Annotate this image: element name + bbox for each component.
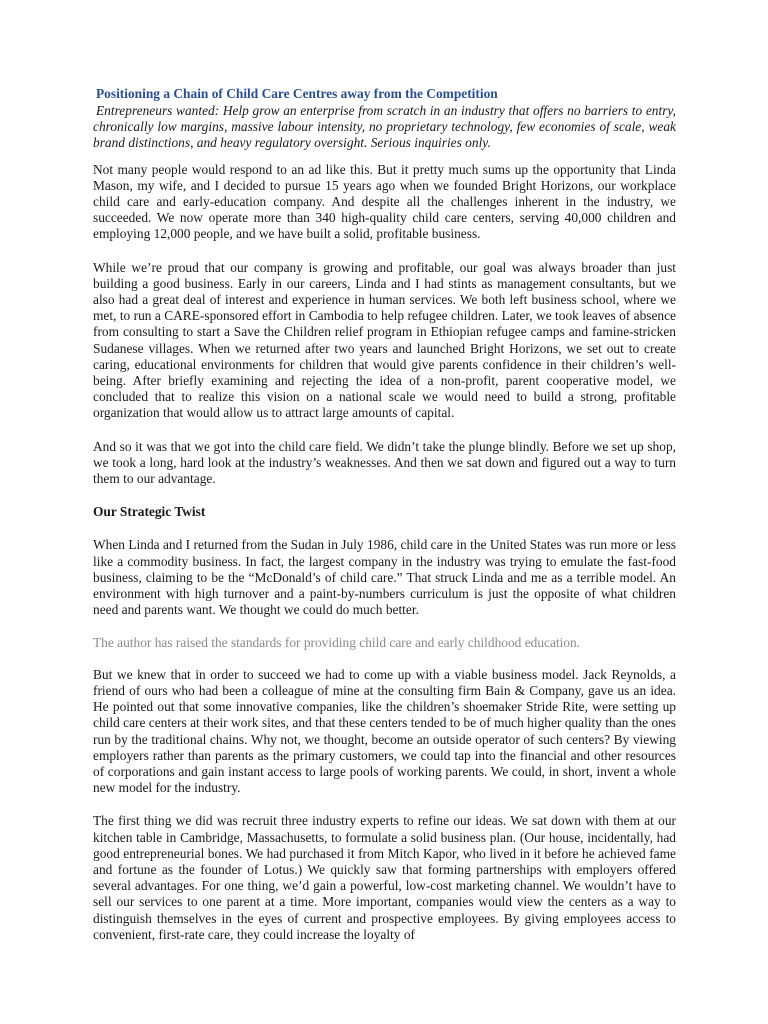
document-body [93,86,676,943]
paragraph-5: But we knew that in order to succeed we had to come up with a viable business model. Jack Reynolds, a friend of ours who had been a colleague of mine at the consulting firm Bain & Company, gave us an idea. He pointed out that some innovative companies, like the children’s shoemaker Stride Rite, were setting up child care centers at their work sites, and that these centers tended to be of much higher quality than the ones run by the traditional chains. Why not, we thought, become an outside operator of such centers? By viewing employers rather than parents as the primary customers, we could tap into the financial and other resources of corporations and gain instant access to large pools of working parents. We could, in short, invent a whole new model for the industry. [93,666,676,796]
paragraph-6: The first thing we did was recruit three industry experts to refine our ideas. We sat down with them at our kitchen table in Cambridge, Massachusetts, to formulate a solid business plan. (Our house, incidentally, had good entrepreneurial bones. We had purchased it from Mitch Kapor, who lived in it before he achieved fame and fortune as the founder of Lotus.) We quickly saw that forming partnerships with employers offered several advantages. For one thing, we’d gain a powerful, low-cost marketing channel. We wouldn’t have to sell our services to one parent at a time. More important, companies would view the centers as a way to distinguish themselves in the eyes of current and prospective employees. By giving employees access to convenient, first-rate care, they could increase the loyalty of [93,813,676,942]
pull-quote: The author has raised the standards for providing child care and early childhood education. [93,635,581,651]
paragraph-2: While we’re proud that our company is growing and profitable, our goal was always broader than just building a good business. Early in our careers, Linda and I had stints as management consultants, but we also had a great deal of interest and experience in human services. We both left business school, where we met, to run a CARE-sponsored effort in Cambodia to help refugee children. Later, we took leaves of absence from consulting to start a Save the Children relief program in Ethiopian refugee camps and famine-stricken Sudanese villages. When we returned after two years and launched Bright Horizons, we set out to create caring, educational environments for children that would give parents confidence in their children’s well-being. After briefly examining and rejecting the idea of a non-profit, parent cooperative model, we concluded that to realize this vision on a national scale we would need to build a strong, profitable organization that would allow us to attract large amounts of capital. [93,259,676,421]
paragraph-3: And so it was that we got into the child care field. We didn’t take the plunge blindly. Before we set up shop, we took a long, hard look at the industry’s weaknesses. And then we sat down and figured out a way to turn them to our advantage. [93,438,676,487]
section-heading: Our Strategic Twist [93,504,206,520]
ad-text: Entrepreneurs wanted: Help grow an enterprise from scratch in an industry that offers no barriers to entry, chronically low margins, massive labour intensity, no proprietary technology, few economies of scale, weak brand distinctions, and heavy regulatory oversight. Serious inquiries only. [93,103,676,151]
paragraph-4: When Linda and I returned from the Sudan in July 1986, child care in the United States was run more or less like a commodity business. In fact, the largest company in the industry was trying to emulate the fast-food business, claiming to be the “McDonald’s of child care.” That struck Linda and me as a terrible model. An environment with high turnover and a paint-by-numbers curriculum is just the opposite of what children need and parents want. We thought we could do much better. [93,537,676,618]
paragraph-1: Not many people would respond to an ad like this. But it pretty much sums up the opportunity that Linda Mason, my wife, and I decided to pursue 15 years ago when we founded Bright Horizons, our workplace child care and early-education company. And despite all the challenges inherent in the industry, we succeeded. We now operate more than 340 high-quality child care centers, serving 40,000 children and employing 12,000 people, and we have built a solid, profitable business. [93,161,676,242]
document-title: Positioning a Chain of Child Care Centres away from the Competition [96,86,498,101]
